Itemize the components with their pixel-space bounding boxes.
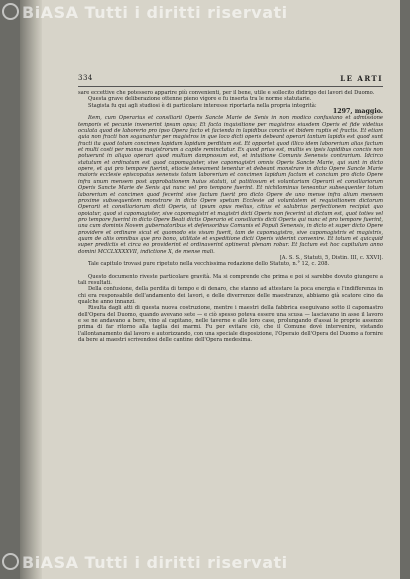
- watermark-top: BiASA Tutti i diritti riservati: [2, 3, 288, 22]
- redaction-note: Tale capitulo trovasi pure ripetuto nella vecchissima redazione dello Statuto, n.° 12, c. 208.: [88, 261, 330, 268]
- scanned-page: [20, 0, 400, 579]
- running-title: LE ARTI: [340, 74, 383, 83]
- page-header: [78, 74, 383, 87]
- watermark-bottom: BiASA Tutti i diritti riservati: [2, 553, 288, 572]
- closing-paragraph: Risulta dagli atti di questa nuova costruzione, mentre i maestri della fabbrica eseguivano sotto il capomastro dell'Opera del Duomo, quando avevano sete — e ciò spesso poteva essere una scusa — lasciavano in asse il lavoro e se ne andavano a bere, vino al capitano, nelle taverne e alle loro case, prolungando d'assai le proprie assenze prima di far ritorno alla taglia dei marmi. Fu per evitare ciò, che il Comune dové intervenire, vietando l'allontanamento dal lavoro e autorizzando, con una speciale disposizione, l'Operaio dell'Opera del Duomo a fornire da bere ai maestri scrivendosi delle cantine dell'Opera medesima.: [78, 305, 383, 344]
- seal-icon: [2, 553, 19, 570]
- seal-icon: [2, 3, 19, 20]
- intro-paragraph: Stagista fu qui agli studiosi è di particolare interesse riportarla nella propria integrità:: [88, 102, 317, 109]
- closing-paragraph: Questo documento riveste particolare gravità. Ma si comprende che prima e poi si sarebbe dovuto giungere a tali resultati.: [78, 273, 383, 286]
- intro-paragraph: sare eccettive che potessero apparire più convenienti, per il bene, utile e sollecito didirigo dei lavori del Duomo.: [78, 90, 375, 96]
- closing-paragraph: Della confusione, della perdita di tempo e di denaro, che stanno ad attestare la poca energia e l'indifferenza in chi era responsabile dell'andamento dei lavori, e delle diverrenze delle maestranze, abbiamo già scatore cino da qualche anno innanzi.: [78, 286, 383, 305]
- document-date: 1297, maggio.: [332, 108, 383, 116]
- page-body: [78, 90, 383, 343]
- latin-statute-text: Item, cum Operarius et consiliarii Operis Sancte Marie de Senis in non modico confusiano et admissione temporis et pecunie invenerint ipsum opus; Et facta inquisitione per magistros eiusdem Operis et fide videtius oculata quod de laborerio pro ipso Opera facto et facienda in lapidibus conciis et ibidem ruptis et fractis. Et etiam quia non fracti hon soganantur per magistros in que loco dicti operis debeant operari tantum lapidis est quod sunt fracti ita quod totum concimen lapidum lapidum perditum est. Et opportet quod illico idem laborerium alias factum et multi costi per manus magistrorum a capite reminctatur. Ex quod prius est, multis ex ipsis lapidibus conciis non potuerunt in aliquo operari quod multum dampnosum est, et intuitione Comunis Senensis contrarium. Idcirco statutum et ordinatum est quod capomagister, sive capomagistri omnis Operis Sancte Marie, qui sunt in dicto opere, et qui pro tempore fuerint, etiocie teneament tenentur et debeant monstrare in dicto Opere Sancte Marie maioris ecclesie episcopatus senensis totum laborerium et concimen lapidum factum et concium pro dicto Opere infra unum mensem post approbationem huius statuti, ut patitiosum et voluntarium Operarii et consiliariorum Operis Sancte Marie de Senis qui nunc vel pro tempore fuerint. Et nichilominus teneantur subsequenter totum laborerium et concimen quod fecerint sive factum fuerit pro dicto Opere de uno mense infra alium mensem proxime subsequentem monstrare in dicto Opere spetum Ecclesie ad voluntatem et requisitionem dictorum Operarii et consiliariorum dicti Operis, ut ipsum opus melius, citius et salubrius perfectionem recipiat quo opoiatur, quod si capomagister, sive capomagistri et magistri dicti Operis non fecerint ut dictum est, quot toties vel pro tempore fuerint in dicto Opere Beati dictis Operario et consiliariis dicti Operis qui nunc et pro tempore fuerint, una cum dominis Novem gubernatoribus et defensoribus Comunis et Populi Senensis, in dicto et super dicto Opere providere et ordinare sicut et quomodo eis visum fuerit, tam de capomagistro, sive capomagistris et magistris, quam de aliis omnibus que pro bono, utilitate et expeditione dicti Operis viderint convenire. Et totum et quicquid super predictis et circa eo providerint et ordinaverint optinerat plenam robur. Et factum est hoc capitulum anno domini MCCLXXXXVII, indictione X, de mense mali.: [78, 115, 383, 255]
- page-number: 334: [78, 74, 93, 82]
- intro-paragraph: Questa grave deliberazione ottenne pieno vigore e fu inserta tra le norme statutarie.: [88, 96, 312, 103]
- book-gutter: [20, 0, 42, 579]
- archive-citation: [A. S. S., Statuti, 5, Distin. III, c. XXVI].: [279, 254, 383, 261]
